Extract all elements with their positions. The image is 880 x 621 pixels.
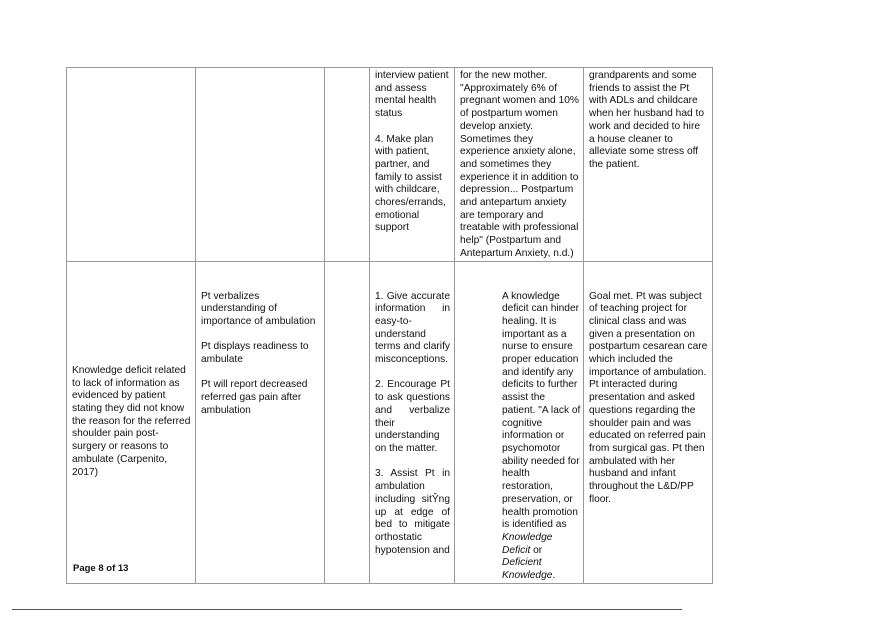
rationale-text: A knowledge deficit can hinder healing. It is important as a nurse to ensure proper education and identify any deficits to further assist the patient. "A lack of cognitive information or psychomotor ability needed for health restoration, preservation, or health promotion is identified as xyxy=(502,290,581,531)
rationale-cell: for the new mother. "Approximately 6% of pregnant women and 10% of postpartum women develop anxiety. Sometimes they experience anxiety alone, and sometimes they experience it in addition to depression... Postpartum and antepartum anxiety are temporary and treatable with professional help" (Postpartum and Antepartum Anxiety, n.d.) xyxy=(455,68,584,262)
care-plan-table xyxy=(66,67,713,584)
evaluation-cell: grandparents and some friends to assist the Pt with ADLs and childcare when her husband had to work and decided to hire a house cleaner to alleviate some stress off the patient. xyxy=(584,68,713,262)
page-number: Page 8 of 13 xyxy=(73,563,129,574)
rationale-cell: A knowledge deficit can hinder healing. It is important as a nurse to ensure proper education and identify any deficits to further assist the patient. "A lack of cognitive information or psychomotor ability needed for health restoration, preservation, or health promotion is identified as Knowledge Deficit or Deficient Knowledge. xyxy=(455,261,584,583)
goals-cell xyxy=(196,68,325,262)
diagnosis-cell: Knowledge deficit related to lack of information as evidenced by patient stating they did not know the reason for the referred shoulder pain post-surgery or reasons to ambulate (Carpenito, 2017) xyxy=(67,261,196,583)
table-row xyxy=(67,68,713,262)
table-row xyxy=(67,261,713,583)
footer-divider xyxy=(12,609,682,610)
rationale-italic: Deficient Knowledge xyxy=(502,557,553,582)
diagnosis-cell xyxy=(67,68,196,262)
goals-cell: Pt verbalizes understanding of importance of ambulation Pt displays readiness to ambulate Pt will report decreased referred gas pain after ambulation xyxy=(196,261,325,583)
blank-cell xyxy=(325,68,370,262)
interventions-cell: interview patient and assess mental health status 4. Make plan with patient, partner, and family to assist with childcare, chores/errands, emotional support xyxy=(370,68,455,262)
rationale-italic: Knowledge Deficit xyxy=(502,531,553,556)
evaluation-cell: Goal met. Pt was subject of teaching project for clinical class and was given a presentation on postpartum cesarean care which included the importance of ambulation. Pt interacted during presentation and asked questions regarding the shoulder pain and was educated on referred pain from surgical gas. Pt then ambulated with her husband and infant throughout the L&D/PP floor. xyxy=(584,261,713,583)
blank-cell xyxy=(325,261,370,583)
interventions-cell: 1. Give accurate information in easy-to-understand terms and clarify misconceptions. 2. Encourage Pt to ask questions and verbalize their understanding on the matter. 3. Assist Pt in ambulation including sitŶng up at edge of bed to mitigate orthostatic hypotension and xyxy=(370,261,455,583)
